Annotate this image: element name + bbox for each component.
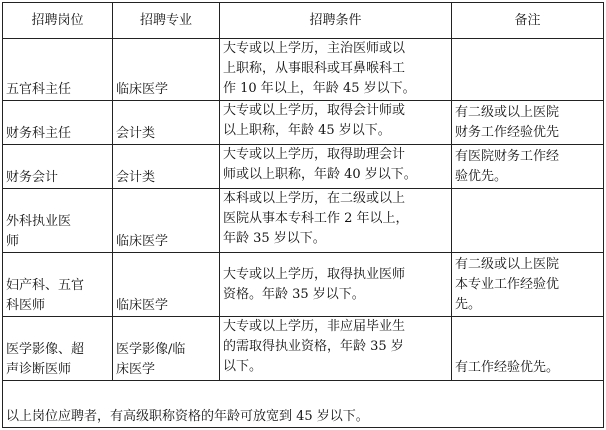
- footnote-row: [3, 381, 604, 428]
- cell-note: [452, 189, 604, 253]
- table-row: [3, 317, 604, 381]
- cell-position: 财务科主任: [3, 101, 113, 145]
- cell-major: 会计类: [113, 145, 220, 189]
- cell-position: 妇产科、五官 科医师: [3, 253, 113, 317]
- cell-major: 医学影像/临 床医学: [113, 317, 220, 381]
- cell-note: 有二级或以上医院 本专业工作经验优 先。: [452, 253, 604, 317]
- cell-note: 有工作经验优先。: [452, 317, 604, 381]
- cell-position: 医学影像、超 声诊断医师: [3, 317, 113, 381]
- header-condition: 招聘条件: [220, 3, 452, 39]
- cell-position: 外科执业医 师: [3, 189, 113, 253]
- cell-position: 五官科主任: [3, 39, 113, 101]
- cell-position: 财务会计: [3, 145, 113, 189]
- footnote: 以上岗位应聘者，有高级职称资格的年龄可放宽到 45 岁以下。: [3, 381, 604, 428]
- table-row: [3, 101, 604, 145]
- cell-note: 有医院财务工作经 验优先。: [452, 145, 604, 189]
- cell-condition: 大专或以上学历，取得会计师或 以上职称，年龄 45 岁以下。: [220, 101, 452, 145]
- cell-condition: 大专或以上学历，主治医师或以 上职称，从事眼科或耳鼻喉科工 作 10 年以上，年龄 45 岁以下。: [220, 39, 452, 101]
- cell-condition: 大专或以上学历，取得助理会计 师或以上职称，年龄 40 岁以下。: [220, 145, 452, 189]
- table-row: [3, 253, 604, 317]
- recruitment-table: [2, 2, 604, 428]
- table-row: [3, 39, 604, 101]
- cell-note: 有二级或以上医院 财务工作经验优先: [452, 101, 604, 145]
- cell-major: 会计类: [113, 101, 220, 145]
- table-row: [3, 189, 604, 253]
- cell-condition: 本科或以上学历，在二级或以上 医院从事本专科工作 2 年以上， 年龄 35 岁以下。: [220, 189, 452, 253]
- cell-note: [452, 39, 604, 101]
- cell-major: 临床医学: [113, 253, 220, 317]
- header-position: 招聘岗位: [3, 3, 113, 39]
- header-note: 备注: [452, 3, 604, 39]
- cell-major: 临床医学: [113, 39, 220, 101]
- cell-condition: 大专或以上学历，非应届毕业生 的需取得执业资格，年龄 35 岁 以下。: [220, 317, 452, 381]
- cell-condition: 大专或以上学历，取得执业医师 资格。年龄 35 岁以下。: [220, 253, 452, 317]
- header-row: [3, 3, 604, 39]
- cell-major: 临床医学: [113, 189, 220, 253]
- header-major: 招聘专业: [113, 3, 220, 39]
- table-row: [3, 145, 604, 189]
